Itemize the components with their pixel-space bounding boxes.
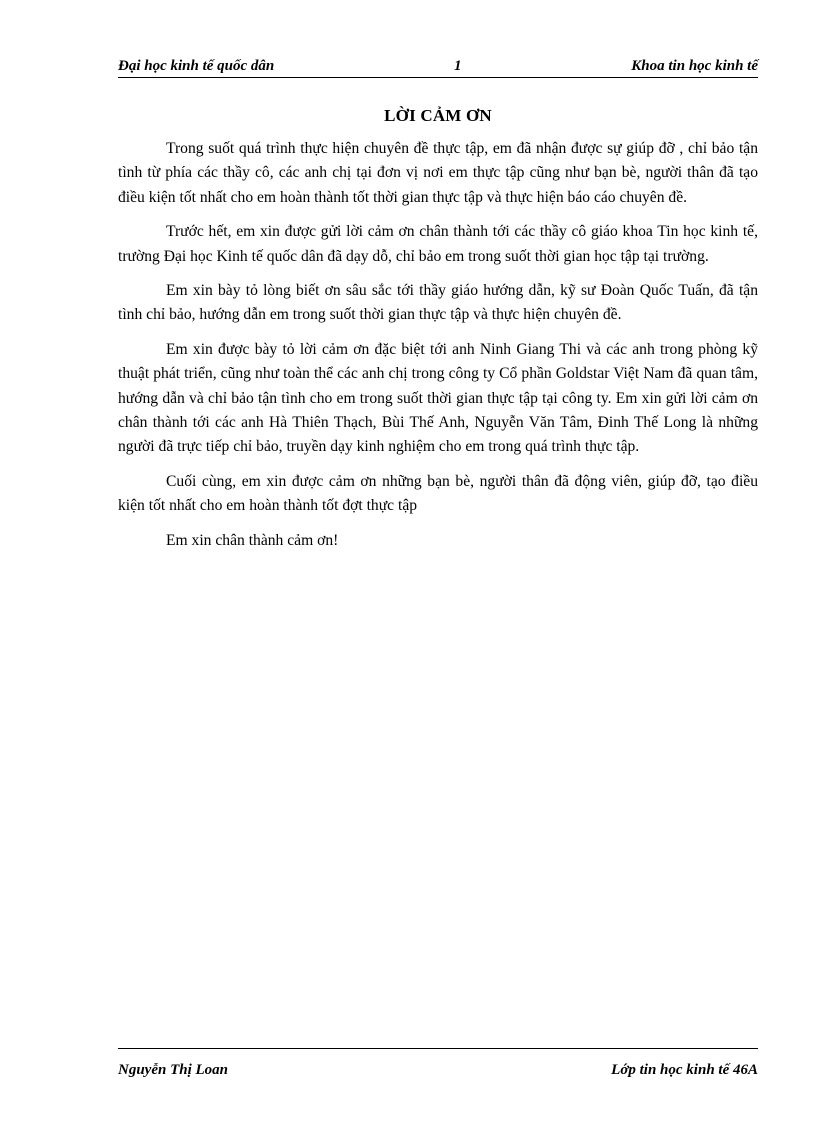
footer-author: Nguyễn Thị Loan [118, 1062, 229, 1078]
document-title: LỜI CẢM ƠN [384, 106, 492, 125]
header-university: Đại học kinh tế quốc dân [118, 58, 275, 74]
page-footer [118, 1048, 758, 1078]
paragraph-4: Em xin được bày tỏ lời cảm ơn đặc biệt tới anh Ninh Giang Thi và các anh trong phòng kỹ thuật phát triển, cũng như toàn thể các anh chị trong công ty Cổ phần Goldstar Việt Nam đã quan tâm, hướng dẫn và chỉ bảo tận tình cho em trong suốt thời gian thực tập tại công ty. Em xin gửi lời cảm ơn chân thành tới các anh Hà Thiên Thạch, Bùi Thế Anh, Nguyễn Văn Tâm, Đinh Thế Long là những người đã trực tiếp chỉ bảo, truyền dạy kinh nghiệm cho em trong quá trình thực tập. [118, 340, 758, 456]
paragraph-1: Trong suốt quá trình thực hiện chuyên đề thực tập, em đã nhận được sự giúp đỡ , chỉ bảo tận tình từ phía các thầy cô, các anh chị tại đơn vị nơi em thực tập cũng như bạn bè, người thân đã tạo điều kiện tốt nhất cho em hoàn thành tốt thời gian thực tập và thực hiện báo cáo chuyên đề. [118, 140, 758, 206]
page-header [118, 55, 758, 78]
paragraph-2: Trước hết, em xin được gửi lời cảm ơn chân thành tới các thầy cô giáo khoa Tin học kinh tế, trường Đại học Kinh tế quốc dân đã dạy dỗ, chỉ bảo em trong suốt thời gian học tập tại trường. [118, 223, 758, 265]
footer-class: Lớp tin học kinh tế 46A [611, 1062, 758, 1078]
paragraph-3: Em xin bày tỏ lòng biết ơn sâu sắc tới thầy giáo hướng dẫn, kỹ sư Đoàn Quốc Tuấn, đã tận tình chỉ bảo, hướng dẫn em trong suốt thời gian thực tập và thực hiện chuyên đề. [118, 282, 758, 324]
header-faculty: Khoa tin học kinh tế [631, 58, 758, 74]
document-body [118, 137, 758, 563]
paragraph-6: Em xin chân thành cảm ơn! [166, 531, 339, 549]
paragraph-5: Cuối cùng, em xin được cảm ơn những bạn bè, người thân đã động viên, giúp đỡ, tạo điều kiện tốt nhất cho em hoàn thành tốt đợt thực tập [118, 472, 758, 515]
header-page-number: 1 [454, 58, 462, 74]
